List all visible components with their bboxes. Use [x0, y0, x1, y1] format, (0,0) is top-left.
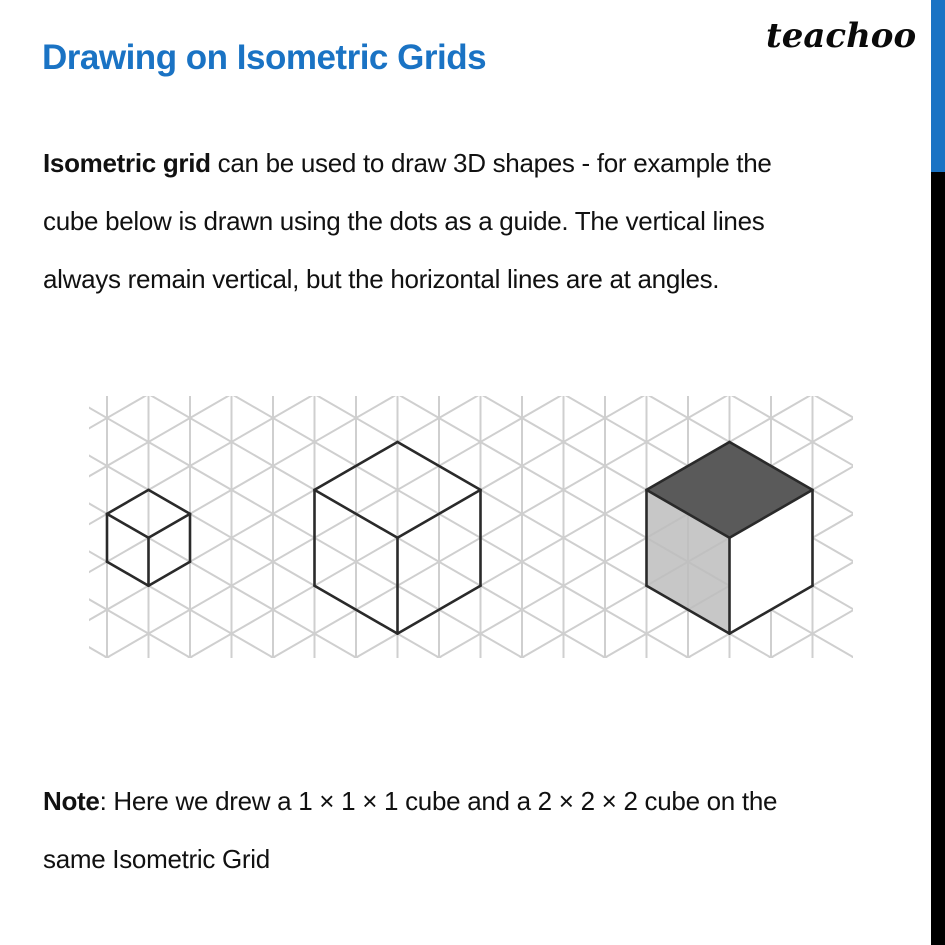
intro-line-2: cube below is drawn using the dots as a guide. The vertical lines — [43, 206, 765, 236]
brand-logo: teachoo — [766, 16, 917, 56]
intro-paragraph — [43, 134, 903, 308]
note-line-1 — [43, 772, 903, 830]
side-bar-accent — [931, 0, 945, 172]
intro-bold-term: Isometric grid — [43, 148, 211, 178]
note-bold-term: Note — [43, 786, 100, 816]
note-paragraph — [43, 772, 903, 888]
shaded-cube-left-face — [647, 490, 730, 634]
cubes — [107, 442, 813, 634]
note-line-2: same Isometric Grid — [43, 844, 270, 874]
shaded-cube-top-face — [647, 442, 813, 538]
intro-line-1-text: can be used to draw 3D shapes - for example the — [210, 148, 772, 178]
note-line-1-text: : Here we drew a 1 × 1 × 1 cube and a 2 × 2 × 2 cube on the — [99, 786, 778, 816]
page-title: Drawing on Isometric Grids — [42, 38, 487, 77]
intro-line-1 — [43, 134, 903, 192]
shaded-cube-right-face — [730, 490, 813, 634]
intro-line-3: always remain vertical, but the horizontal lines are at angles. — [43, 264, 720, 294]
